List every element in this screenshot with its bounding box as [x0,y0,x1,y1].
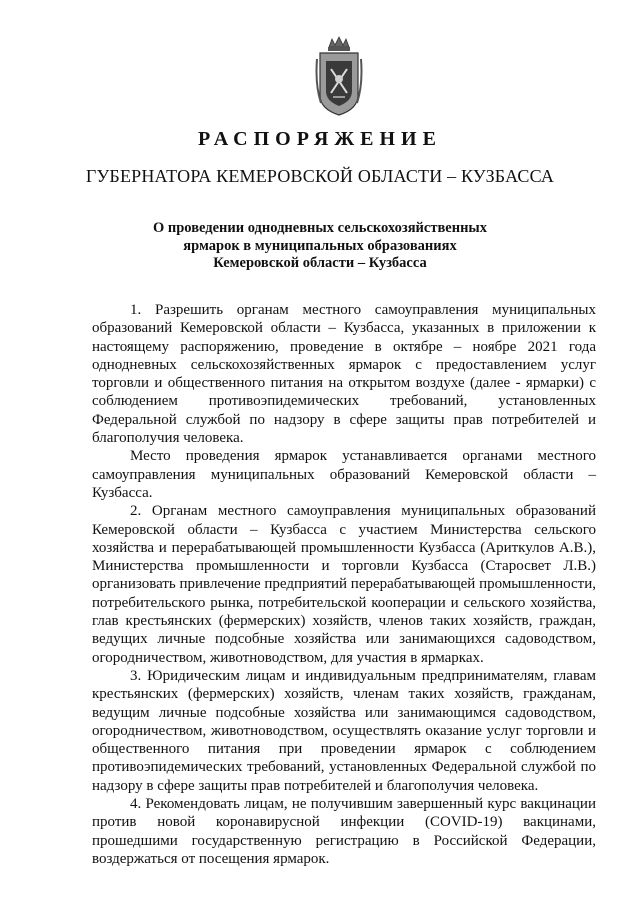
title-line: ярмарок в муниципальных образованиях [183,237,457,254]
document-body [92,301,596,868]
paragraph-3: 3. Юридическим лицам и индивидуальным предпринимателям, главам крестьянских (фермерских) хозяйств, членам таких хозяйств, гражданам, ведущим личные подсобные хозяйства или занимающимся садоводством, огородничеством, животноводством, осуществлять оказание услуг торговли и общественного питания при проведении ярмарок с соблюдением противоэпидемических требований, установленных Федеральной службой по надзору в сфере защиты прав потребителей и благополучия человека. [92,667,596,794]
coat-of-arms-icon [315,35,363,119]
issuer-line: ГУБЕРНАТОРА КЕМЕРОВСКОЙ ОБЛАСТИ – КУЗБАССА [85,166,555,186]
paragraph-1-continuation: Место проведения ярмарок устанавливается органами местного самоуправления муниципальных образований Кемеровской области – Кузбасса. [92,448,596,501]
document-type: РАСПОРЯЖЕНИЕ [198,128,442,150]
title-line: О проведении однодневных сельскохозяйственных [152,220,488,236]
document-title [0,220,640,273]
title-line: Кемеровской области – Кузбасса [213,255,427,271]
paragraph-2: 2. Органам местного самоуправления муниципальных образований Кемеровской области – Кузбасса с участием Министерства сельского хозяйства и перерабатывающей промышленности Кузбасса (Ариткулов А.В.), Министерства промышленности и торговли Кузбасса (Старосвет Л.В.) организовать привлечение предприятий перерабатывающей промышленности, потребительского рынка, потребительской кооперации и сельского хозяйства, глав крестьянских (фермерских) хозяйств, членов таких хозяйств, граждан, ведущих личные подсобные хозяйства или занимающихся садоводством, огородничеством, животноводством, для участия в ярмарках. [92,503,597,666]
paragraph-4: 4. Рекомендовать лицам, не получившим завершенный курс вакцинации против новой коронавирусной инфекции (COVID-19) вакцинами, прошедшими государственную регистрацию в Российской Федерации, воздержаться от посещения ярмарок. [92,796,596,867]
paragraph-1: 1. Разрешить органам местного самоуправления муниципальных образований Кемеровской области – Кузбасса, указанных в приложении к настоящему распоряжению, проведение в октябре – ноябре 2021 года однодневных сельскохозяйственных ярмарок с предоставлением услуг торговли и общественного питания на открытом воздухе (далее - ярмарки) с соблюдением противоэпидемических требований, установленных Федеральной службой по надзору в сфере защиты прав потребителей и благополучия человека. [92,302,596,447]
